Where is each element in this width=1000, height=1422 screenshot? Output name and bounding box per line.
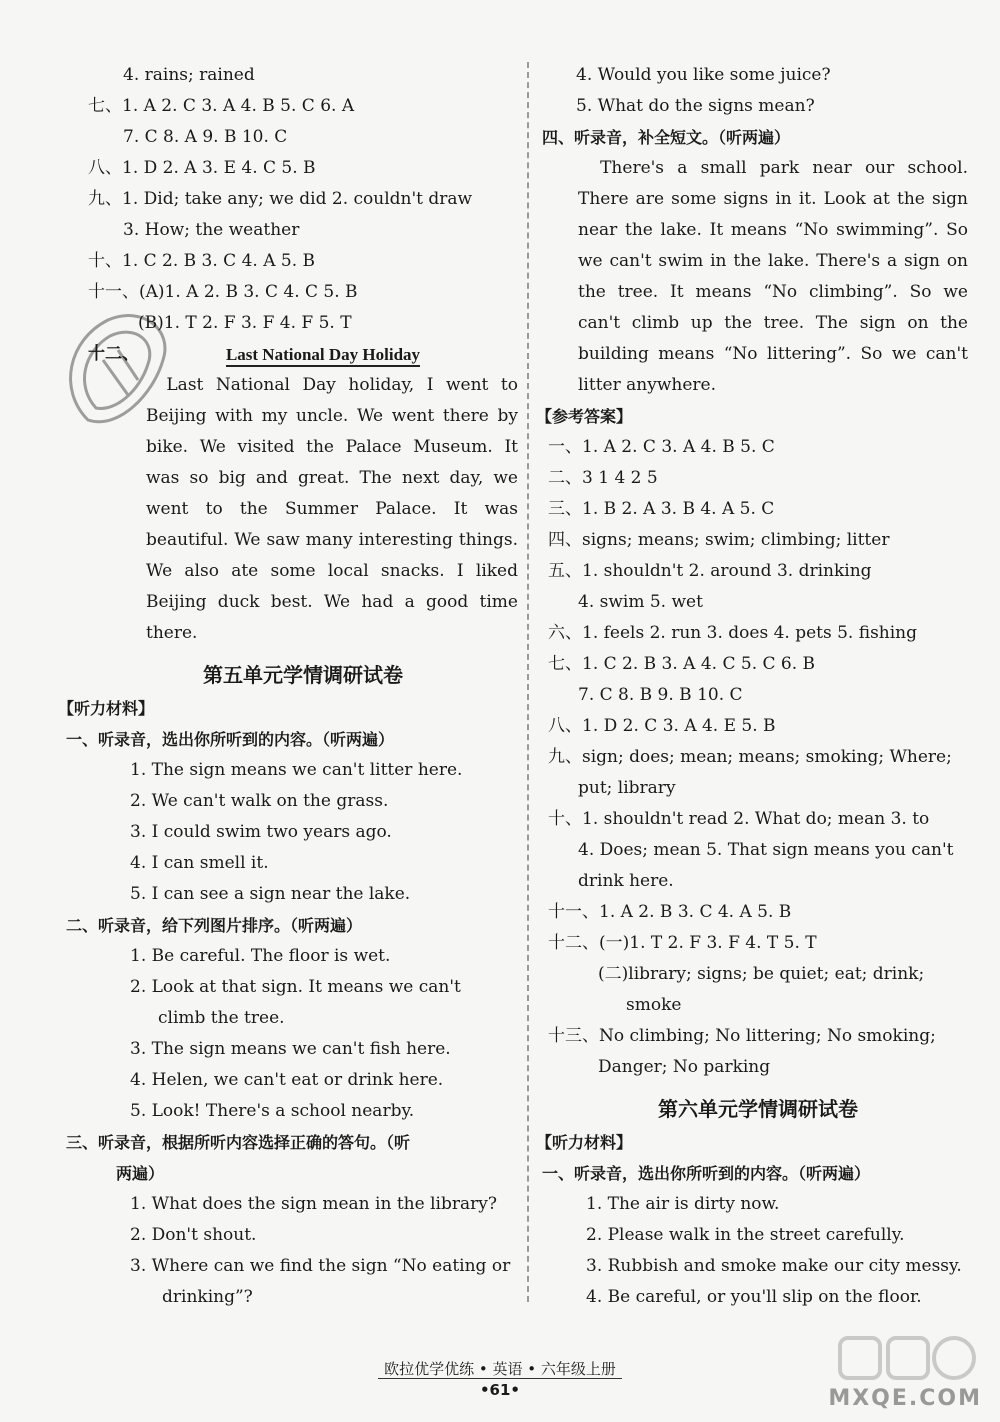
answer-line: 7. C 8. A 9. B 10. C	[123, 127, 288, 147]
unit5-title: 第五单元学情调研试卷	[203, 663, 403, 687]
answers-heading: 【参考答案】	[536, 407, 633, 426]
listening-item: 1. The air is dirty now.	[586, 1194, 780, 1214]
listening-item: 3. Where can we find the sign “No eating or	[130, 1256, 511, 1276]
part2-title: 二、听录音，给下列图片排序。（听两遍）	[66, 916, 363, 935]
listening-item: 2. Please walk in the street carefully.	[586, 1225, 905, 1245]
answer-line: smoke	[626, 995, 682, 1015]
answer-line: 3. How; the weather	[123, 220, 300, 240]
listening-item: 1. The sign means we can't litter here.	[130, 760, 463, 780]
listening-item: 4. Be careful, or you'll slip on the floor.	[586, 1287, 922, 1307]
answer-line: 十、1. shouldn't read 2. What do; mean 3. to	[548, 809, 930, 829]
listening-item: drinking”?	[162, 1287, 253, 1307]
answer-line: 十二、(一)1. T 2. F 3. F 4. T 5. T	[548, 933, 817, 953]
answer-line: 五、1. shouldn't 2. around 3. drinking	[548, 561, 872, 581]
answer-line: 三、1. B 2. A 3. B 4. A 5. C	[548, 499, 775, 519]
answer-line: 十、1. C 2. B 3. C 4. A 5. B	[88, 251, 316, 271]
listening-item: 5. I can see a sign near the lake.	[130, 884, 411, 904]
unit6-title: 第六单元学情调研试卷	[658, 1097, 858, 1121]
listening-item: 1. What does the sign mean in the library?	[130, 1194, 497, 1214]
answer-line: 4. Does; mean 5. That sign means you can't	[578, 840, 954, 860]
essay-text: Last National Day holiday, I went to Beijing with my uncle. We went there by bike. We visited the Palace Museum. It was so big and great. The next day, we went to the Summer Palace. It was beautiful. We saw many interesting things. We also ate some local snacks. I liked Beijing duck best. We had a good time there.	[146, 375, 518, 643]
answer-line: 4. swim 5. wet	[578, 592, 703, 612]
answer-line: (二)library; signs; be quiet; eat; drink;	[598, 964, 925, 984]
answer-line: 十一、(A)1. A 2. B 3. C 4. C 5. B	[88, 282, 358, 302]
listening-item: 3. I could swim two years ago.	[130, 822, 392, 842]
right-column	[536, 60, 968, 1313]
listening-item: 2. Don't shout.	[130, 1225, 257, 1245]
listening-item: 5. Look! There's a school nearby.	[130, 1101, 415, 1121]
answer-line: 八、1. D 2. A 3. E 4. C 5. B	[88, 158, 316, 178]
part4-title: 四、听录音，补全短文。（听两遍）	[542, 128, 791, 147]
answer-line: put; library	[578, 778, 676, 798]
answer-line: 二、3 1 4 2 5	[548, 468, 658, 488]
listening-item: climb the tree.	[158, 1008, 285, 1028]
left-column	[58, 60, 518, 1313]
passage-text: There's a small park near our school. There are some signs in it. Look at the sign near the lake. It means “No swimming”. So we can't swim in the lake. There's a sign on the tree. It means “No climbing”. So we can't climb up the tree. The sign on the building means “No littering”. So we can't litter anywhere.	[578, 158, 968, 395]
u6-part1-title: 一、听录音，选出你所听到的内容。（听两遍）	[542, 1164, 871, 1183]
listening-item: 3. Rubbish and smoke make our city messy.	[586, 1256, 962, 1276]
answer-line: 一、1. A 2. C 3. A 4. B 5. C	[548, 437, 775, 457]
answer-line: drink here.	[578, 871, 674, 891]
part1-title: 一、听录音，选出你所听到的内容。（听两遍）	[66, 730, 395, 749]
listening-item: 2. Look at that sign. It means we can't	[130, 977, 461, 997]
listening-item: 3. The sign means we can't fish here.	[130, 1039, 451, 1059]
listening-item: 4. Would you like some juice?	[576, 65, 831, 85]
essay-label: 十二、	[88, 344, 139, 364]
answer-line: Danger; No parking	[598, 1057, 771, 1077]
answer-line: 十三、No climbing; No littering; No smoking;	[548, 1026, 936, 1046]
part3-title: 三、听录音，根据所听内容选择正确的答句。（听	[66, 1133, 411, 1152]
answer-line: (B)1. T 2. F 3. F 4. F 5. T	[138, 313, 352, 333]
page-number: •61•	[479, 1381, 521, 1399]
essay-title-row	[88, 339, 518, 370]
answer-line: 九、sign; does; mean; means; smoking; Where;	[548, 747, 952, 767]
answer-line: 八、1. D 2. C 3. A 4. E 5. B	[548, 716, 776, 736]
u6-material-heading: 【听力材料】	[536, 1133, 633, 1152]
answer-line: 4. rains; rained	[123, 65, 255, 85]
answer-line: 六、1. feels 2. run 3. does 4. pets 5. fishing	[548, 623, 918, 643]
listening-item: 2. We can't walk on the grass.	[130, 791, 389, 811]
answer-line: 十一、1. A 2. B 3. C 4. A 5. B	[548, 902, 792, 922]
answer-line: 七、1. A 2. C 3. A 4. B 5. C 6. A	[88, 96, 355, 116]
column-divider	[527, 62, 530, 1302]
answer-line: 七、1. C 2. B 3. A 4. C 5. C 6. B	[548, 654, 816, 674]
publication-name: 欧拉优学优练 • 英语 • 六年级上册	[378, 1360, 622, 1379]
listening-item: 4. Helen, we can't eat or drink here.	[130, 1070, 444, 1090]
listening-item: 5. What do the signs mean?	[576, 96, 815, 116]
listening-item: 1. Be careful. The floor is wet.	[130, 946, 391, 966]
answer-line: 九、1. Did; take any; we did 2. couldn't draw	[88, 189, 473, 209]
answer-line: 7. C 8. B 9. B 10. C	[578, 685, 743, 705]
material-heading: 【听力材料】	[58, 699, 155, 718]
part3-title-cont: 两遍）	[116, 1164, 165, 1183]
answer-line: 四、signs; means; swim; climbing; litter	[548, 530, 890, 550]
essay-title: Last National Day Holiday	[88, 339, 518, 370]
watermark-text: MXQE.COM	[828, 1386, 982, 1411]
listening-item: 4. I can smell it.	[130, 853, 269, 873]
